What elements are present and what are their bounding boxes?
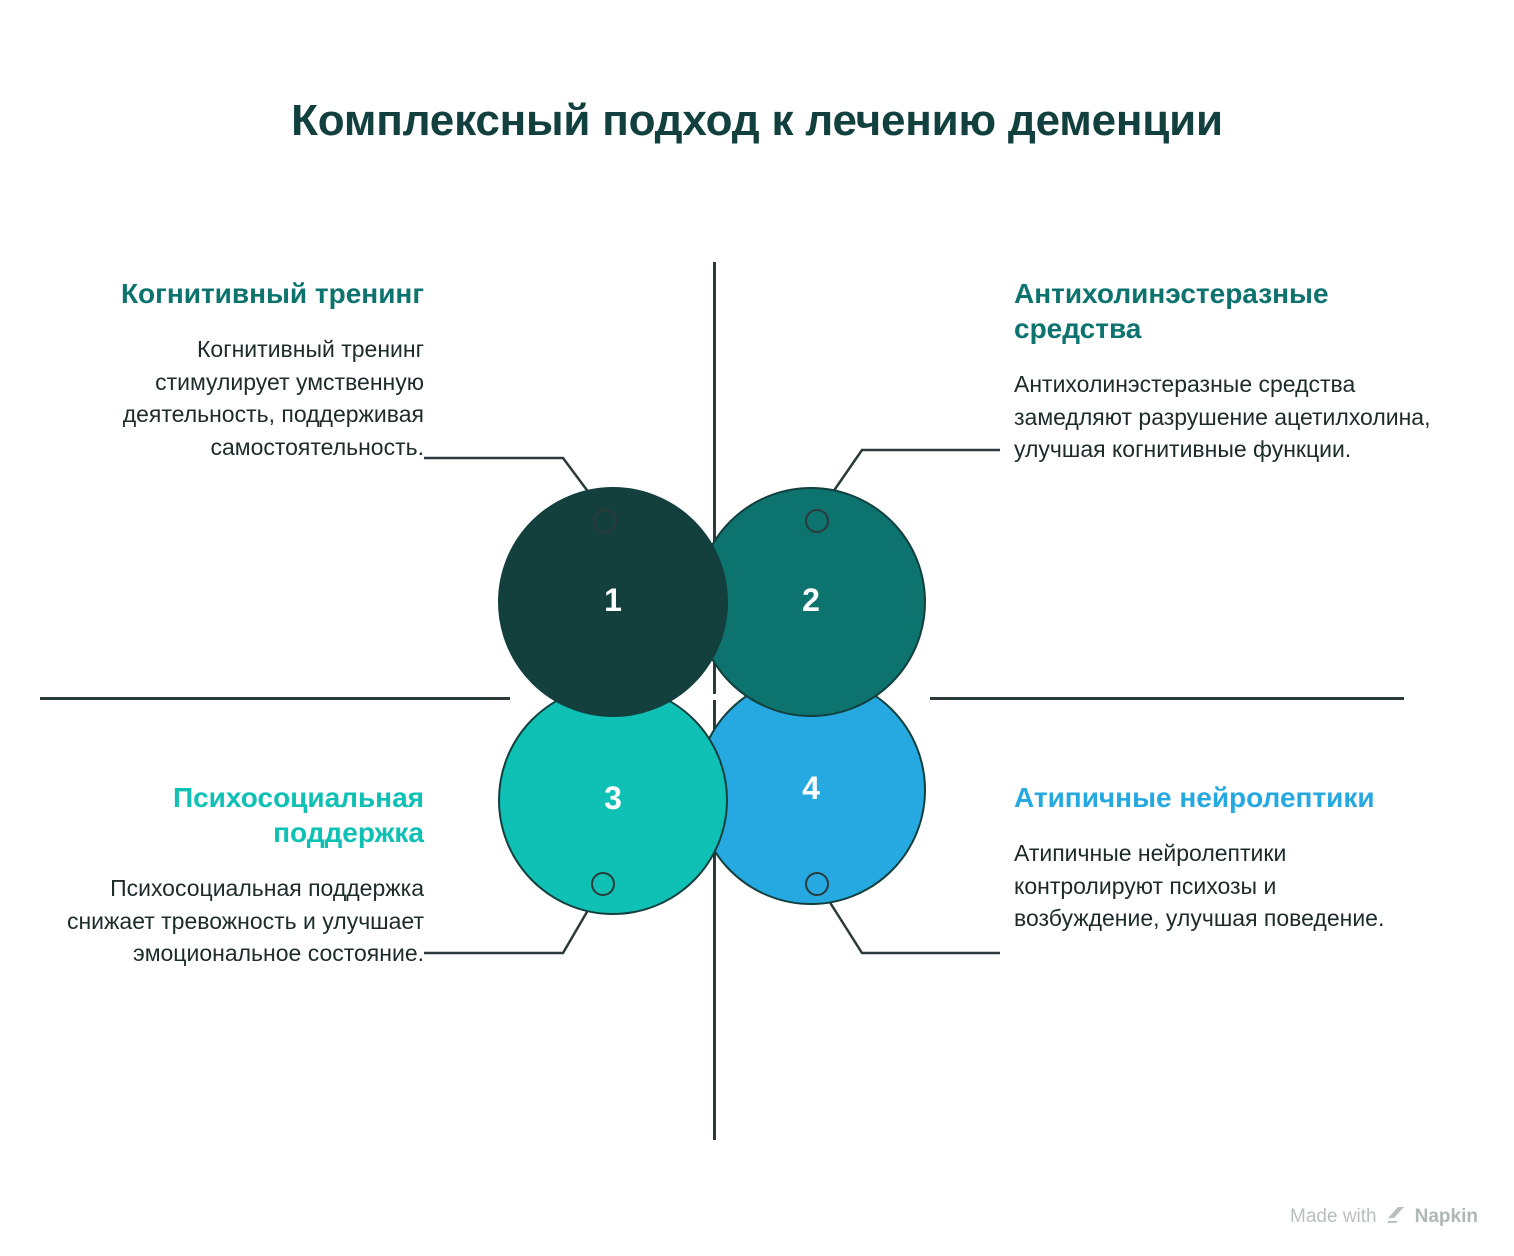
quadrant-2-body: Антихолинэстеразные средства замедляют разрушение ацетилхолина, улучшая когнитивные функции. — [1014, 371, 1431, 463]
divider-horizontal-right — [930, 697, 1404, 700]
quadrant-4-body: Атипичные нейролептики контролируют психозы и возбуждение, улучшая поведение. — [1014, 840, 1385, 932]
quadrant-4-title: Атипичные нейролептики — [1014, 782, 1375, 813]
quadrant-2 — [1014, 276, 1454, 466]
footer-attribution — [1290, 1204, 1478, 1230]
quadrant-4 — [1014, 780, 1414, 935]
quadrant-2-title: Антихолинэстеразные средства — [1014, 278, 1329, 344]
napkin-logo-icon — [1385, 1204, 1407, 1230]
venn-diagram — [498, 487, 948, 927]
quadrant-1-title: Когнитивный тренинг — [120, 278, 424, 309]
circle-3-number: 3 — [604, 779, 622, 816]
connector-dot-3 — [591, 872, 615, 896]
divider-horizontal-left — [40, 697, 510, 700]
connector-dot-4 — [805, 872, 829, 896]
connector-dot-2 — [805, 509, 829, 533]
quadrant-3-title: Психосоциальная поддержка — [172, 782, 424, 848]
connector-dot-1 — [593, 509, 617, 533]
page-title: Комплексный подход к лечению деменции — [291, 96, 1223, 145]
footer-brand-label: Napkin — [1414, 1206, 1478, 1227]
quadrant-3-body: Психосоциальная поддержка снижает тревожность и улучшает эмоциональное состояние. — [66, 875, 424, 967]
quadrant-1 — [88, 276, 424, 464]
circle-4-number: 4 — [802, 769, 820, 806]
quadrant-3 — [66, 780, 424, 970]
circle-2-number: 2 — [802, 581, 820, 618]
circle-1-number: 1 — [604, 581, 622, 618]
footer-made-with-label: Made with — [1290, 1206, 1377, 1227]
quadrant-1-body: Когнитивный тренинг стимулирует умственную деятельность, поддерживая самостоятельность. — [122, 336, 424, 460]
